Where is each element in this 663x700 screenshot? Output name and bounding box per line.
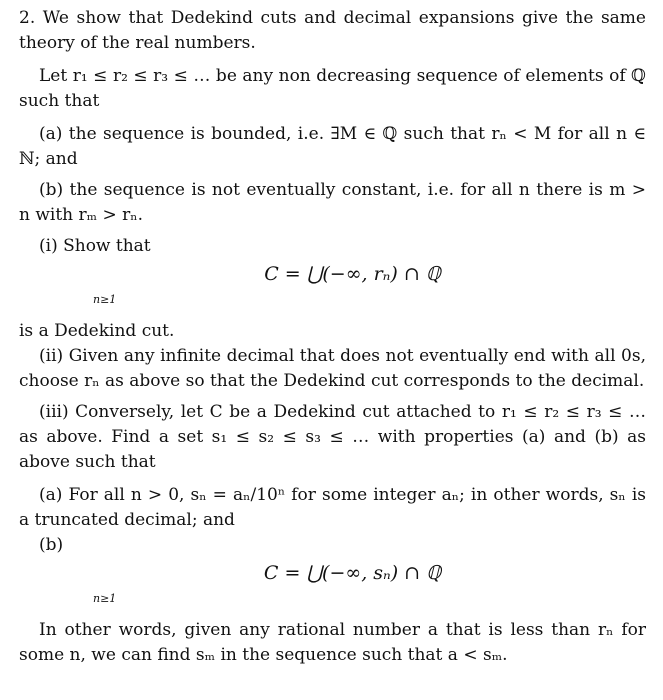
part-iii: (iii) Conversely, let C be a Dedekind cut attached to r₁ ≤ r₂ ≤ r₃ ≤ … as above. Find a set s₁ ≤ s₂ ≤ s₃ ≤ … with properties (a) and (b) as above such that	[19, 402, 646, 472]
sub-condition-b-label: (b)	[39, 535, 64, 555]
dedekind-cut-claim: is a Dedekind cut.	[19, 321, 175, 341]
formula-union-s-expr: C = ⋃(−∞, sₙ) ∩ ℚ	[263, 562, 442, 584]
condition-a: (a) the sequence is bounded, i.e. ∃M ∈ ℚ such that rₙ < M for all n ∈ ℕ; and	[19, 124, 646, 169]
part-i-label: (i) Show that	[39, 236, 151, 256]
sequence-setup: Let r₁ ≤ r₂ ≤ r₃ ≤ … be any non decreasing sequence of elements of ℚ such that	[19, 66, 646, 111]
formula-union-s-index: n≥1	[93, 592, 117, 605]
problem-intro: 2. We show that Dedekind cuts and decimal expansions give the same theory of the real numbers.	[19, 8, 646, 53]
formula-union-r-index: n≥1	[93, 293, 117, 306]
problem-document	[19, 6, 646, 668]
sub-condition-a: (a) For all n > 0, sₙ = aₙ/10ⁿ for some integer aₙ; in other words, sₙ is a truncated decimal; and	[19, 485, 646, 530]
formula-union-r-expr: C = ⋃(−∞, rₙ) ∩ ℚ	[264, 263, 441, 285]
condition-b: (b) the sequence is not eventually constant, i.e. for all n there is m > n with rₘ > rₙ.	[19, 180, 646, 225]
formula-union-r	[19, 261, 646, 319]
closing-remark: In other words, given any rational number a that is less than rₙ for some n, we can find sₘ in the sequence such that a < sₘ.	[19, 620, 646, 665]
part-ii: (ii) Given any infinite decimal that does not eventually end with all 0s, choose rₙ as above so that the Dedekind cut corresponds to the decimal.	[19, 346, 646, 391]
formula-union-s	[19, 560, 646, 618]
